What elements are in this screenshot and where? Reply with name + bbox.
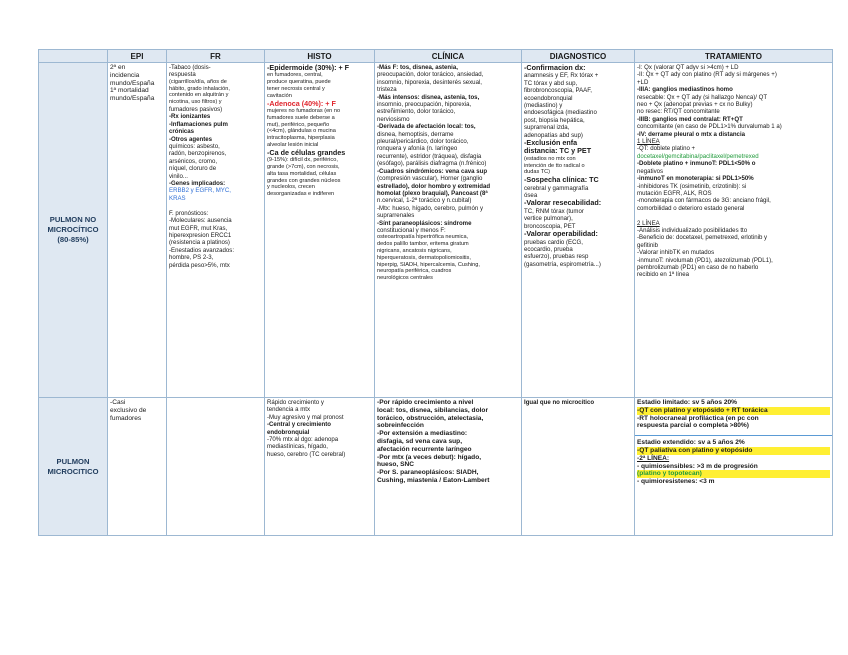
text-line: recibido en 1ª línea <box>637 271 690 279</box>
text-line: anamnesis y EF, Rx tórax + <box>524 72 599 80</box>
text-line: disfagia, sd vena cava sup, <box>377 437 463 445</box>
text-line: (resistencia a platinos) <box>169 239 230 247</box>
text-line: preocupación, dolor torácico, ansiedad, <box>377 71 484 79</box>
text-line: -Por mtx (a veces debut): hígado, <box>377 453 482 461</box>
text-line: -IIIB: ganglios med contralat: RT+QT <box>637 115 743 123</box>
text-line: -Sínt paraneoplásicos: síndrome <box>377 219 472 227</box>
text-line: esfuerzo), pruebas resp <box>524 253 589 261</box>
text-line: broncoscopia, PET <box>524 222 576 230</box>
text-line: -2ª LÍNEA: <box>637 454 670 462</box>
text-line: grandes con grandes núcleos <box>267 177 341 184</box>
text-line: estreñimiento, dolor torácico, <box>377 108 456 116</box>
text-line: mutación EGFR, ALK, ROS <box>637 189 712 197</box>
text-line: -IV: derrame pleural o mtx a distancia <box>637 130 746 138</box>
text-line: -Cuadros sindrómicos: vena cava sup <box>377 167 488 175</box>
text-line: -Más F: tos, disnea, astenia, <box>377 64 458 71</box>
text-line: ronquera y afonía (n. laríngeo <box>377 145 458 153</box>
text-line: pérdida peso>5%, mtx <box>169 261 230 269</box>
text-line: TC, RNM tórax (tumor <box>524 207 584 215</box>
text-line: -Enestadios avanzados: <box>169 246 235 254</box>
text-line: n.cervical, 1-2ª torácico y n.cubital) <box>377 197 472 205</box>
text-line: arsénicos, cromo, <box>169 157 218 165</box>
text-line: mundo/España <box>110 79 155 87</box>
text-line: -Tabaco (dosis- <box>169 64 211 71</box>
text-line: -Genes implicados: <box>169 180 226 188</box>
text-line: TC tórax y abd sup, <box>524 79 578 87</box>
text-line: hueso, cerebro (TC cerebral) <box>267 450 346 458</box>
text-line: recurrente), estridor (tráquea), disfagia <box>377 152 482 160</box>
clinical-summary-sheet <box>38 49 832 536</box>
text-line: dudas TC) <box>524 169 551 176</box>
text-line: insomnio, preocupación, hiporexia, <box>377 101 472 109</box>
text-line: no resec: RT/QT concomitante <box>637 108 720 116</box>
row-label-line: MICROCITICO <box>47 466 99 476</box>
cell-tratamiento <box>635 398 833 536</box>
text-line: - quimiosensibles: >3 m de progresión <box>637 462 758 470</box>
text-line: gefitinib <box>637 241 659 249</box>
text-line: -Análisis individualizado posibilidades tto <box>637 226 748 234</box>
header-diagnostico: DIAGNOSTICO <box>522 50 635 63</box>
row-microcitico <box>39 398 833 536</box>
text-line: respuesta parcial o completa >80%) <box>637 422 749 430</box>
text-line: intención de tto radical o <box>524 162 585 169</box>
text-line: tener necrosis central y <box>267 86 325 92</box>
text-line: -II: Qx + QT ady con platino (RT ady si márgenes +) <box>637 71 777 79</box>
text-line: homolat (plexo braquial), Pancoast (8ª <box>377 189 488 197</box>
text-line: fumadores pasivos) <box>169 106 223 113</box>
text-line: -RT holocraneal profiláctica (en pc con <box>637 414 759 422</box>
text-line: -Derivada de afectación local: tos, <box>377 123 476 131</box>
text-line: -Otros agentes <box>169 135 213 143</box>
text-line: hiperpig, SIADH, hipercalcemia, Cushing, <box>377 261 480 268</box>
text-line: alta tasa mortalidad, células <box>267 170 337 177</box>
text-line: cerebral y gammagrafía <box>524 184 589 192</box>
text-line: Cushing, miastenia / Eaton-Lambert <box>377 476 490 484</box>
text-line: afectación recurrente laríngeo <box>377 445 472 453</box>
text-line: -QT: doblete platino + <box>637 145 696 153</box>
text-line: mujeres no fumadoras (en no <box>267 108 341 114</box>
header-fr: FR <box>167 50 265 63</box>
text-line: -Sospecha clínica: TC <box>524 175 599 185</box>
text-line: Igual que no microcítico <box>524 399 595 406</box>
text-line: hábito, grado inhalación, <box>169 85 230 92</box>
row-label-line: PULMON NO <box>49 215 97 224</box>
text-line: tendencia a mtx <box>267 406 311 414</box>
text-line: pleural/pericárdico, dolor torácico, <box>377 138 469 146</box>
text-line: 2 LÍNEA <box>637 219 660 227</box>
text-line: adenopatías abd sup) <box>524 131 583 139</box>
text-line: -Rx ionizantes <box>169 113 211 121</box>
text-line: pembrolizumab (PD1) en caso de no haberlo <box>637 263 759 271</box>
text-line: neurológicos centrales <box>377 275 433 282</box>
text-line: -Ca de células grandes <box>267 147 346 157</box>
text-line: -Valorar inhibTK en mutados <box>637 249 715 257</box>
cell-histo <box>265 398 375 536</box>
text-line: insomnio, hiporexia, desinterés sexual, <box>377 78 483 86</box>
text-line: -Por extensión a mediastino: <box>377 430 468 438</box>
text-line: desorganizadas e indiferen <box>267 191 335 198</box>
text-line: químicos: asbesto, <box>169 143 220 151</box>
text-line: endobronquial <box>267 428 310 436</box>
cell-diagnostico <box>522 398 635 536</box>
text-line: -inmunoT: nivolumab (PD1), atezolizumab (PDL1), <box>637 256 773 264</box>
text-line: -Por S. paraneoplásicos: SIADH, <box>377 469 479 477</box>
text-line: (estadios no mtx con <box>524 155 576 162</box>
text-line: -Mtx: hueso, hígado, cerebro, pulmón y <box>377 204 484 212</box>
row-label-line: MICROCÍTICO <box>47 225 99 234</box>
text-line: -inhibidores TK (osimetinib, crizotinib): si <box>637 182 747 190</box>
text-line: mundo/España <box>110 95 155 103</box>
cell-epi <box>108 398 167 536</box>
text-line: -Adenoca (40%): + F <box>267 98 336 108</box>
text-line: (gasometría, espirometría...) <box>524 260 601 268</box>
text-line: disnea, hemoptisis, derrame <box>377 130 454 138</box>
text-line: en fumadores, central, <box>267 72 323 79</box>
text-line: -Central y crecimiento <box>267 421 332 429</box>
text-line: fumadores <box>110 414 142 422</box>
text-line: incidencia <box>110 71 140 79</box>
text-line: neuropatía periférica, cuadros <box>377 268 452 275</box>
text-line: endoesofágica (mediastino <box>524 109 597 117</box>
text-line: -Inflamaciones pulm <box>169 120 228 128</box>
text-line: +LD <box>637 78 649 86</box>
text-line: (9-15%): difícil dx, periférico, <box>267 157 338 164</box>
text-line: níquel, cloruro de <box>169 165 217 173</box>
header-histo: HISTO <box>265 50 375 63</box>
header-clinica: CLÍNICA <box>375 50 522 63</box>
text-line: hueso, SNC <box>377 461 415 469</box>
cell-tratamiento <box>635 63 833 398</box>
text-line: (compresión vascular), Horner (ganglio <box>377 175 483 183</box>
text-line: (cigarrillos/día, años de <box>169 78 227 85</box>
cell-fr <box>167 63 265 398</box>
text-line: 1 LÍNEA <box>637 138 660 146</box>
text-line: resecable: Qx + QT ady (si hallazgo Nenca)/ QT <box>637 93 768 101</box>
text-line: mut EGFR, mut Kras, <box>169 224 228 232</box>
text-line: sobreinfección <box>377 422 424 430</box>
text-line: suprarrenales <box>377 212 415 220</box>
text-line: -IIIA: ganglios mediastinos homo <box>637 86 733 94</box>
header-corner <box>39 50 108 63</box>
text-line: -Exclusión enfa <box>524 138 578 148</box>
text-line: Estadio limitado: sv 5 años 20% <box>637 399 738 406</box>
text-line: KRAS <box>169 194 186 202</box>
lung-cancer-table <box>38 49 833 536</box>
text-line: (esófago), parálisis diafragma (n.frénico) <box>377 160 487 168</box>
text-line: 1ª mortalidad <box>110 87 149 95</box>
text-line: negativos <box>637 167 664 175</box>
text-line <box>637 212 830 219</box>
text-line: docetaxel/gemcitabina/paclitaxel/pemetrexed <box>637 152 759 160</box>
text-line: dedos palillo tambor, eritema giratum <box>377 241 469 248</box>
cell-fr-empty <box>167 398 265 536</box>
text-line: mut), periférico, pequeño <box>267 121 330 128</box>
text-line: ERBB2 y EGFR, MYC, <box>169 187 231 195</box>
text-line: -Beneficio de: docetaxel, pemetrexed, erlotinib y <box>637 234 768 242</box>
text-line: local: tos, disnea, sibilancias, dolor <box>377 406 489 414</box>
text-line: respuesta <box>169 71 196 79</box>
text-line: hiperexpresion ERCC1 <box>169 231 232 239</box>
text-line: concomitante (en caso de PDL1>1% durvalumab 1 a) <box>637 123 782 131</box>
header-row <box>39 50 833 63</box>
cell-epi <box>108 63 167 398</box>
text-line: contenido en alquitrán y <box>169 92 229 99</box>
text-line: (mediastino) y <box>524 102 563 110</box>
text-line: -Epidermoide (30%): + F <box>267 63 350 72</box>
text-line: nigricans, ancatosis nigricans, <box>377 247 452 254</box>
row-label-microcitico <box>39 398 108 536</box>
text-line: -Más intensos: disnea, astenia, tos, <box>377 93 480 101</box>
text-line: osteoartropatía hipertrófica neumica, <box>377 234 469 241</box>
text-line: hiperqueratosis, dermatopoliomiositis, <box>377 254 471 261</box>
cell-histo <box>265 63 375 398</box>
text-line: - quimioresistenes: <3 m <box>637 478 715 486</box>
text-line: nicotina, uso filtros) y <box>169 99 222 106</box>
text-line: -Moleculares: ausencia <box>169 217 232 225</box>
text-line: comorbilidad o deterioro estado general <box>637 204 745 212</box>
text-line: Rápido crecimiento y <box>267 399 324 406</box>
text-line: nerviosismo <box>377 115 410 123</box>
text-line: radón, benzopirenos, <box>169 150 227 158</box>
text-line: pruebas cardio (ECG, <box>524 238 583 246</box>
text-line: neo + Qx (adenopat previas + cx no Bulky) <box>637 101 753 109</box>
text-line: (<4cm), glándulas o mucina <box>267 128 336 135</box>
text-line: -QT paliativa con platino y etopósido <box>637 447 830 455</box>
row-no-microcitico <box>39 63 833 398</box>
text-line: -QT con platino y etopósido + RT torácica <box>637 407 830 415</box>
text-line: hombre, PS 2-3, <box>169 254 214 262</box>
text-line: distancia: TC y PET <box>524 146 592 156</box>
text-line: constitucional y menos F: <box>377 226 446 234</box>
text-line: -Por rápido crecimiento a nivel <box>377 399 474 406</box>
row-label-line: PULMON <box>56 456 90 466</box>
text-line: tristeza <box>377 86 397 94</box>
text-line: -I: Qx (valorar QT adyv si >4cm) + LD <box>637 64 739 71</box>
text-line: suprarrenal izda, <box>524 124 570 132</box>
text-line: ecocardio, prueba <box>524 245 573 253</box>
text-line: mediastínicas, hígado, <box>267 443 328 451</box>
text-line <box>169 202 262 209</box>
row-label-no-microcitico <box>39 63 108 398</box>
text-line: cavitación <box>267 92 292 99</box>
text-line: Estadio extendido: sv a 5 años 2% <box>637 439 745 447</box>
text-line: grande (>7cm), con necrosis, <box>267 163 340 170</box>
text-line: -Confirmacion dx: <box>524 63 586 72</box>
text-line: -Muy agresivo y mal pronost <box>267 413 344 421</box>
text-line: ósea <box>524 192 538 200</box>
text-line: (platino y topotecan) <box>637 470 830 478</box>
text-line: -Casi <box>110 399 126 406</box>
text-line: produce queratina, puede <box>267 79 331 86</box>
text-line: ecoendobronquial <box>524 94 573 102</box>
text-line: fibrobroncoscopia, PAAF, <box>524 87 592 95</box>
text-line: alveolar lesión inicial <box>267 141 319 148</box>
text-line: -Valorar resecabilidad: <box>524 198 602 208</box>
text-line: -Valorar operabilidad: <box>524 229 598 239</box>
text-line: estrellado), dolor hombro y extremidad <box>377 182 491 190</box>
text-line: vertice pulmonar), <box>524 215 573 223</box>
text-line: -Doblete platino + inmunoT: PDL1<50% o <box>637 160 756 168</box>
header-tratamiento: TRATAMIENTO <box>635 50 833 63</box>
text-line: vinilo... <box>169 172 188 180</box>
text-line: -monoterapia con fármacos de 3G: anciano frágil, <box>637 197 771 205</box>
stage-divider <box>635 435 832 436</box>
header-epi: EPI <box>108 50 167 63</box>
cell-clinica <box>375 63 522 398</box>
text-line: post, biopsia hepática, <box>524 116 585 124</box>
text-line: fumadores suele deberse a <box>267 114 335 121</box>
text-line: 2ª en <box>110 64 126 71</box>
text-line: intracitoplasma, hiperplasia <box>267 135 335 142</box>
row-label-line: (80-85%) <box>57 235 89 244</box>
cell-diagnostico <box>522 63 635 398</box>
text-line: torácico, obstrucción, atelectasia, <box>377 414 484 422</box>
text-line: -70% mtx al dgo: adenopa <box>267 436 339 444</box>
text-line: exclusivo de <box>110 406 147 414</box>
cell-clinica <box>375 398 522 536</box>
text-line: -inmunoT en monoterapia: si PDL1>50% <box>637 175 754 183</box>
text-line: F. pronósticos: <box>169 209 209 217</box>
text-line: y nucleolos, crecen <box>267 184 315 191</box>
text-line: crónicas <box>169 128 195 136</box>
